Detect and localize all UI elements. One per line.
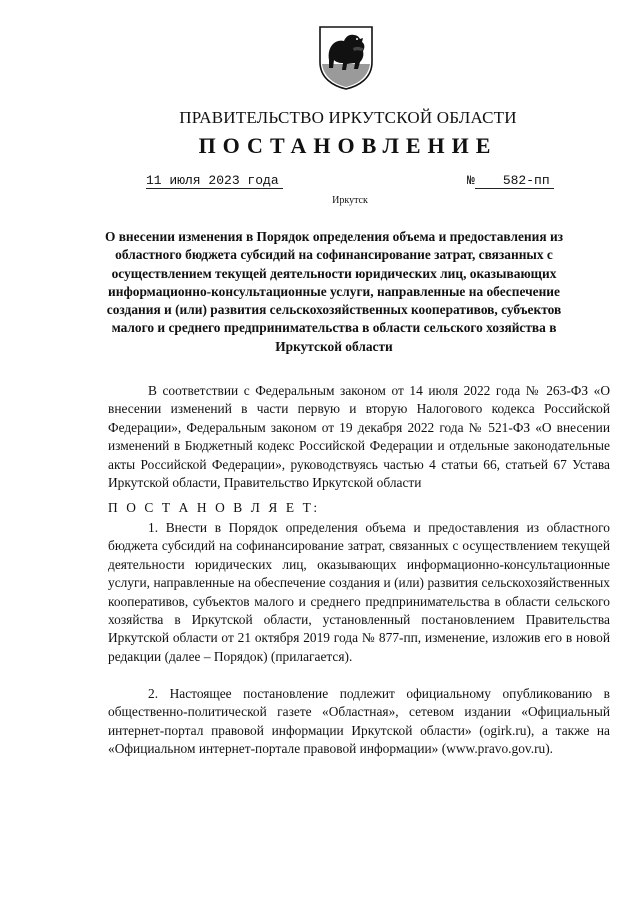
item-2-paragraph: 2. Настоящее постановление подлежит официальному опубликованию в общественно-политической газете «Областная», сетевом издании «Официальный интернет-портал правовой информации Иркутской области» (ogirk.ru), а также на «Официальном интернет-портале правовой информации» (www.pravo.gov.ru).: [108, 686, 610, 757]
document-title: О внесении изменения в Порядок определения объема и предоставления из областного бюджета субсидий на софинансирование затрат, связанных с осуществлением текущей деятельности юридических лиц, оказывающих информационно-консультационные услуги, направленные на обеспечение создания и (или) развития сельскохозяйственных кооперативов, субъектов малого и среднего предпринимательства в области сельского хозяйства в Иркутской области: [104, 229, 564, 354]
organization-name: ПРАВИТЕЛЬСТВО ИРКУТСКОЙ ОБЛАСТИ: [179, 108, 517, 127]
city: Иркутск: [332, 195, 368, 206]
document-number: [467, 173, 554, 188]
coat-of-arms-icon: [317, 24, 375, 90]
preamble-paragraph: В соответствии с Федеральным законом от 14 июля 2022 года № 263-ФЗ «О внесении изменений в части первую и вторую Налогового кодекса Российской Федерации», Федеральным законом от 19 декабря 2022 года № 521-ФЗ «О внесении изменений в Бюджетный кодекс Российской Федерации и отдельные законодательные акты Российской Федерации», руководствуясь частью 4 статьи 66, статьей 67 Устава Иркутской области, Правительство Иркутской области: [108, 383, 610, 491]
item-1-paragraph: 1. Внести в Порядок определения объема и предоставления из областного бюджета субсидий на софинансирование затрат, связанных с осуществлением текущей деятельности юридических лиц, оказывающих информационно-консультационные услуги, направленные на обеспечение создания и (или) развития сельскохозяйственных кооперативов, субъектов малого и среднего предпринимательства в области сельского хозяйства в Иркутской области, установленный постановлением Правительства Иркутской области от 21 октября 2019 года № 877-пп, изменение, изложив его в новой редакции (далее – Порядок) (прилагается).: [108, 520, 610, 664]
document-date: 11 июля 2023 года: [146, 173, 283, 189]
document-type: ПОСТАНОВЛЕНИЕ: [198, 133, 498, 158]
number-value: 582-пп: [475, 173, 554, 189]
number-sign: №: [467, 173, 475, 188]
resolves-heading: П О С Т А Н О В Л Я Е Т:: [108, 500, 320, 515]
